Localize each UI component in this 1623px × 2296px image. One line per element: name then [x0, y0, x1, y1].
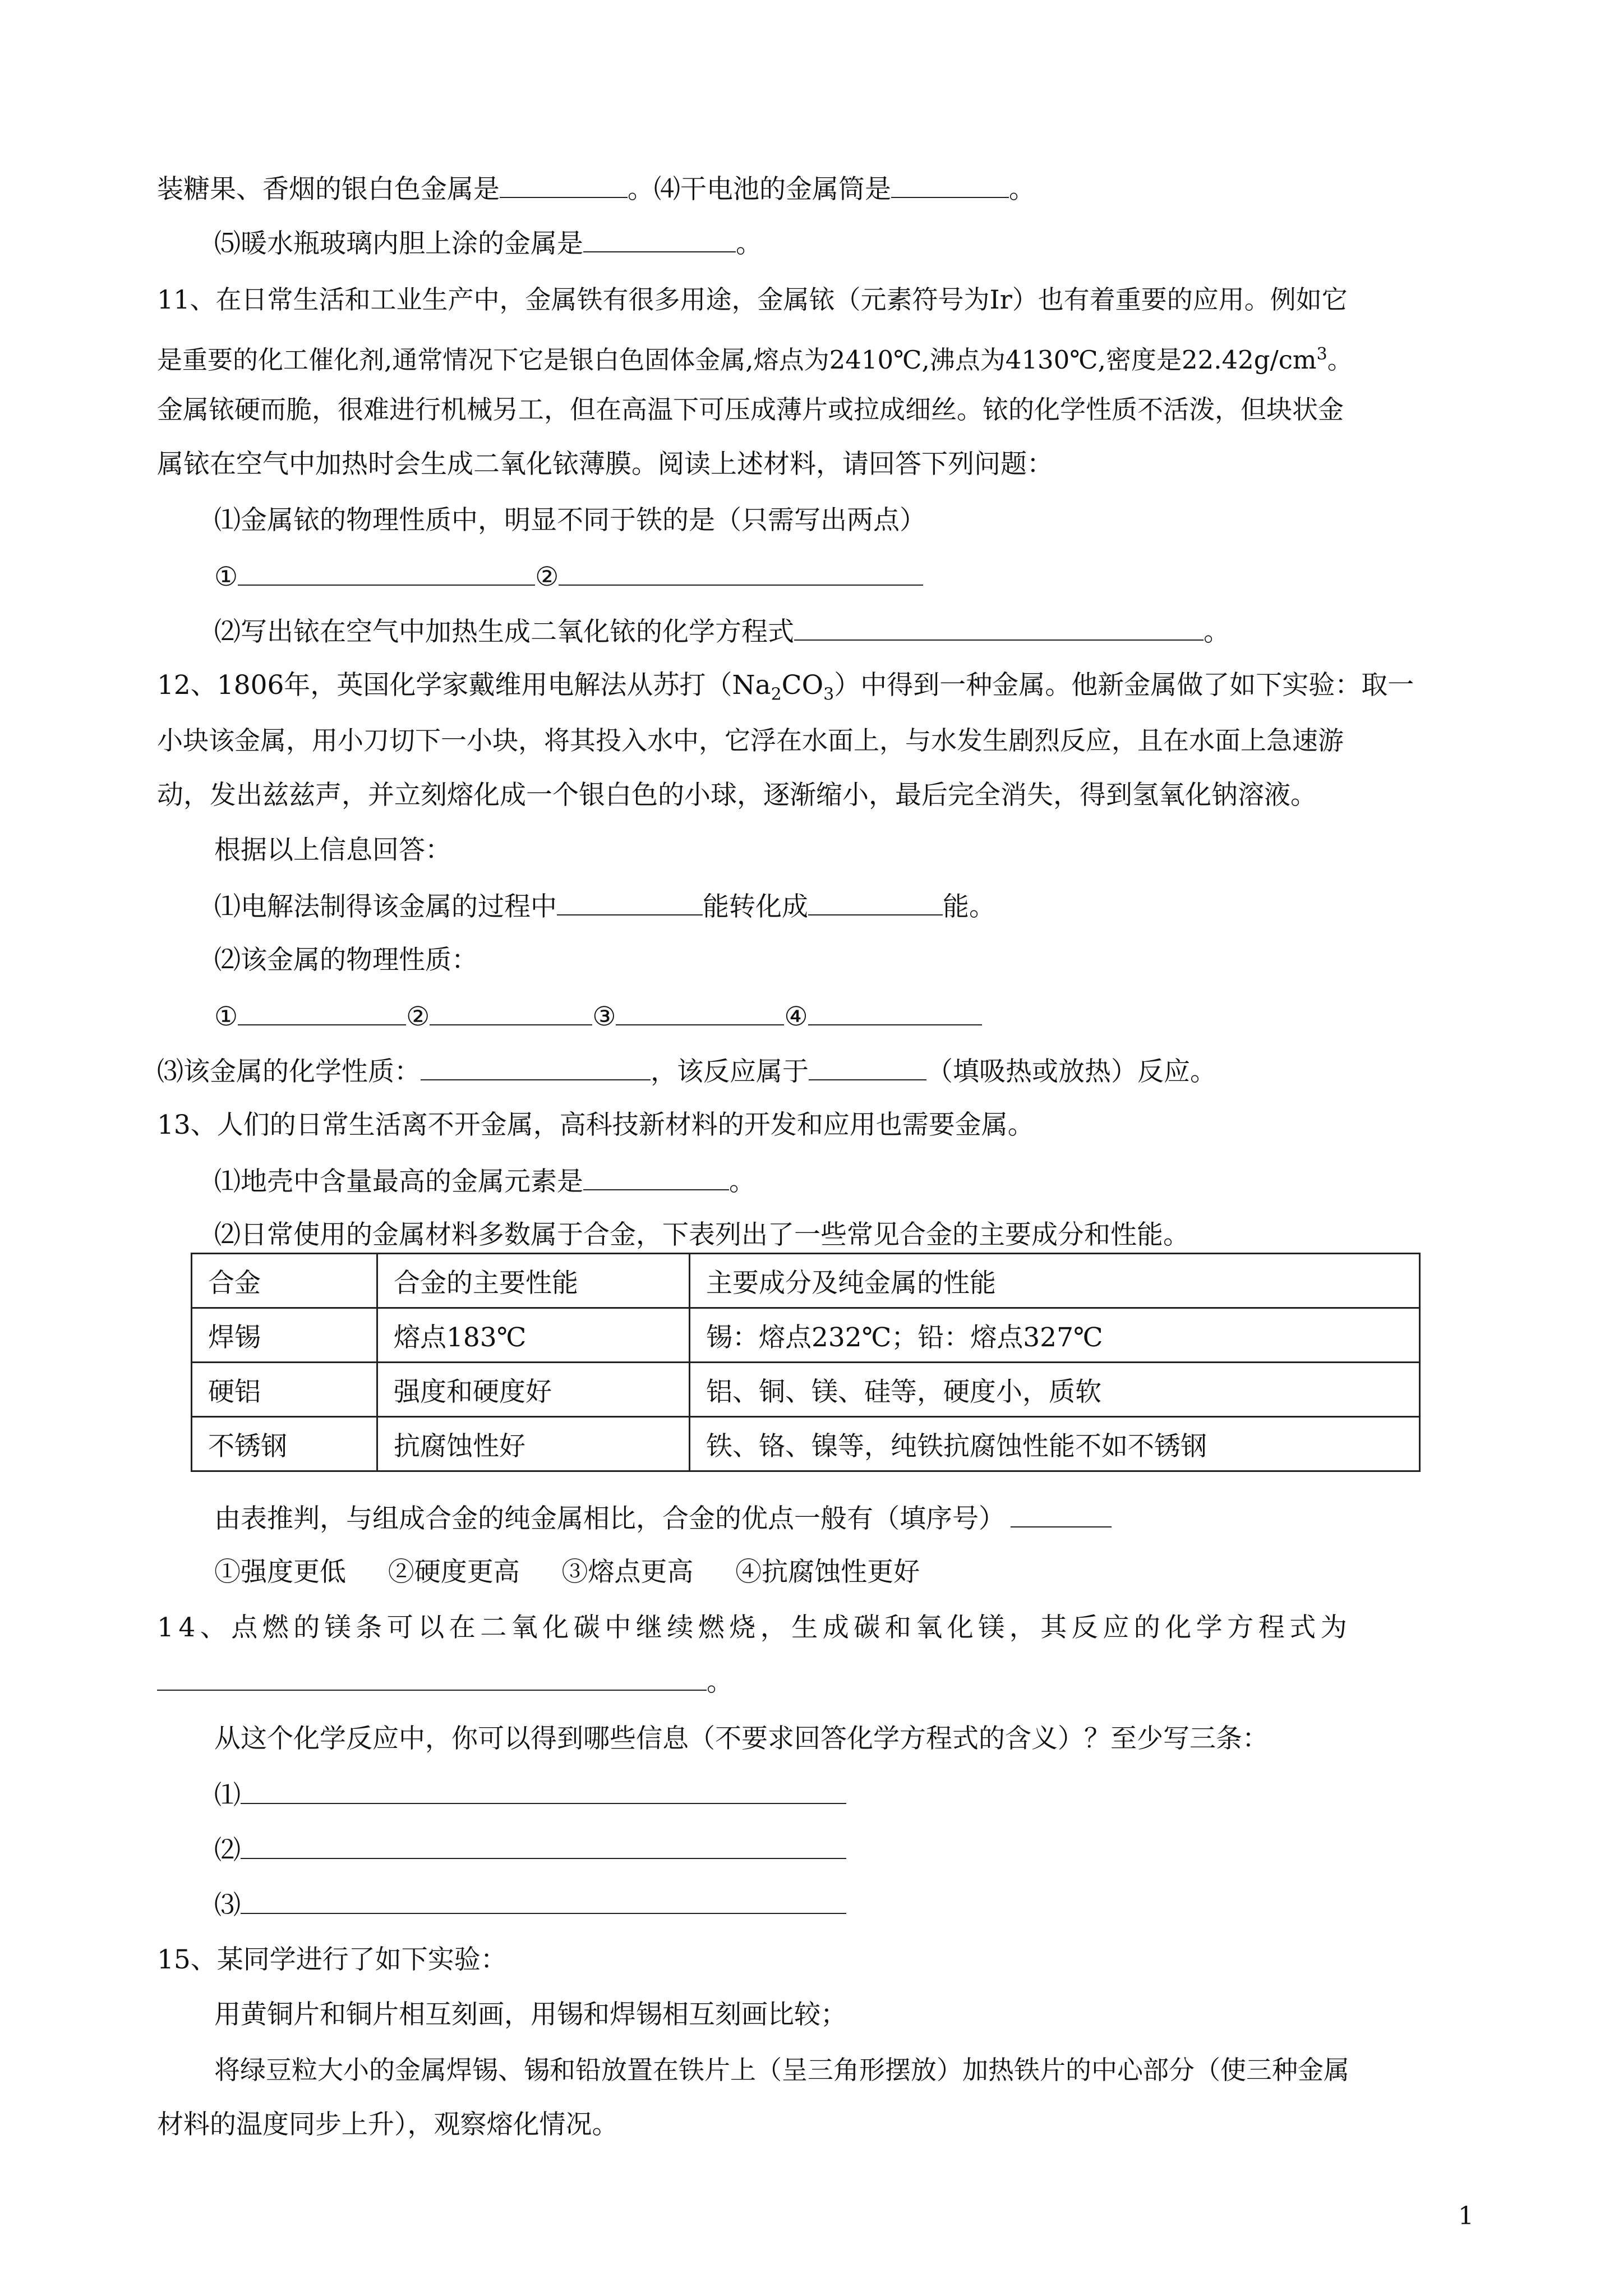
- text: ③: [592, 1001, 616, 1032]
- q14-answer-1: [214, 1777, 846, 1812]
- text: 。: [1009, 174, 1035, 205]
- table-cell: 不锈钢: [192, 1417, 377, 1471]
- text: ⑶该金属的化学性质：: [157, 1056, 421, 1087]
- table-cell: 强度和硬度好: [377, 1363, 690, 1417]
- superscript: 3: [1316, 344, 1327, 364]
- text: ⑴地壳中含量最高的金属元素是: [214, 1166, 583, 1197]
- text: 能转化成: [703, 891, 808, 922]
- q13-question-2: ⑵日常使用的金属材料多数属于合金，下表列出了一些常见合金的主要成分和性能。: [214, 1220, 1189, 1250]
- answer-blank[interactable]: [583, 226, 736, 252]
- q11-answer-line-1: [214, 559, 923, 594]
- text: 12、1806年，英国化学家戴维用电解法从苏打（Na: [157, 670, 771, 701]
- text: ①: [214, 562, 238, 592]
- answer-blank[interactable]: [616, 999, 784, 1025]
- table-cell: 铁、铬、镍等，纯铁抗腐蚀性能不如不锈钢: [690, 1417, 1420, 1471]
- subscript: 2: [771, 684, 782, 705]
- text: 。: [707, 1667, 733, 1697]
- text: ⑵: [214, 1835, 241, 1866]
- q14-line-1: 14、点燃的镁条可以在二氧化碳中继续燃烧，生成碳和氧化镁，其反应的化学方程式为: [157, 1612, 1352, 1643]
- q10-line-4: [214, 226, 762, 261]
- text: （填吸热或放热）反应。: [926, 1056, 1216, 1087]
- table-cell: 硬铝: [192, 1363, 377, 1417]
- q15-line-2: 用黄铜片和铜片相互刻画，用锡和焊锡相互刻画比较；: [214, 1999, 847, 2030]
- q10-line-3: [157, 171, 1035, 206]
- q11-line-3: 金属铱硬而脆，很难进行机械另工，但在高温下可压成薄片或拉成细丝。铱的化学性质不活泼，但块状金: [157, 394, 1344, 425]
- text: 。: [729, 1166, 755, 1197]
- subscript: 3: [823, 684, 834, 705]
- text: 装糖果、香烟的银白色金属是: [157, 174, 500, 205]
- q13-options: ①强度更低 ②硬度更高 ③熔点更高 ④抗腐蚀性更好: [214, 1557, 920, 1588]
- answer-blank[interactable]: [157, 1664, 707, 1691]
- q12-prompt: 根据以上信息回答：: [214, 835, 451, 866]
- q11-question-2: [214, 614, 1230, 649]
- answer-blank[interactable]: [241, 1832, 846, 1859]
- table-header-cell: 主要成分及纯金属的性能: [690, 1254, 1420, 1308]
- text: 。: [1327, 345, 1353, 375]
- text: 由表推判，与组成合金的纯金属相比，合金的优点一般有（填序号）: [214, 1503, 1005, 1534]
- answer-blank[interactable]: [808, 999, 982, 1025]
- text: 。: [1204, 616, 1230, 647]
- text: ⑶: [214, 1890, 241, 1921]
- page-number: 1: [1458, 2202, 1474, 2230]
- q15-line-3: 将绿豆粒大小的金属焊锡、锡和铅放置在铁片上（呈三角形摆放）加热铁片的中心部分（使三种金属: [214, 2055, 1349, 2085]
- q12-line-1: [157, 669, 1414, 711]
- table-row: [192, 1417, 1420, 1471]
- answer-blank[interactable]: [808, 889, 943, 915]
- text: ②: [406, 1001, 430, 1032]
- answer-blank[interactable]: [430, 999, 592, 1025]
- q11-question-1: ⑴金属铱的物理性质中，明显不同于铁的是（只需写出两点）: [214, 505, 926, 536]
- text: ⑸暖水瓶玻璃内胆上涂的金属是: [214, 228, 583, 259]
- answer-blank[interactable]: [1011, 1501, 1112, 1527]
- q12-line-3: 动，发出兹兹声，并立刻熔化成一个银白色的小球，逐渐缩小，最后完全消失，得到氢氧化钠溶液。: [157, 780, 1317, 811]
- table-cell: 锡：熔点232℃；铅：熔点327℃: [690, 1308, 1420, 1363]
- answer-blank[interactable]: [559, 559, 923, 586]
- q14-line-2: [157, 1664, 733, 1699]
- q12-question-3: [157, 1053, 1216, 1089]
- text: 能。: [943, 891, 995, 922]
- text: 是重要的化工催化剂,通常情况下它是银白色固体金属,熔点为2410℃,沸点为4130℃,密度是22.42g/cm: [157, 345, 1317, 375]
- alloy-table: [191, 1253, 1421, 1472]
- table-cell: 抗腐蚀性好: [377, 1417, 690, 1471]
- q14-answer-3: [214, 1887, 846, 1922]
- text: 。: [736, 228, 762, 259]
- table-header-cell: 合金的主要性能: [377, 1254, 690, 1308]
- text: ⑵写出铱在空气中加热生成二氧化铱的化学方程式: [214, 616, 794, 647]
- text: ）中得到一种金属。他新金属做了如下实验：取一: [834, 670, 1414, 701]
- answer-blank[interactable]: [891, 171, 1009, 198]
- q14-prompt: 从这个化学反应中，你可以得到哪些信息（不要求回答化学方程式的含义）？至少写三条：: [214, 1723, 1269, 1754]
- q11-line-4: 属铱在空气中加热时会生成二氧化铱薄膜。阅读上述材料，请回答下列问题：: [157, 449, 1053, 480]
- answer-blank[interactable]: [241, 1777, 846, 1804]
- q12-question-1: [214, 889, 995, 924]
- q12-question-2: ⑵该金属的物理性质：: [214, 945, 478, 976]
- q15-line-4: 材料的温度同步上升），观察熔化情况。: [157, 2109, 619, 2140]
- text: ⑴: [214, 1780, 241, 1811]
- text: 。⑷干电池的金属筒是: [628, 174, 891, 205]
- text: ②: [535, 562, 559, 592]
- q12-line-2: 小块该金属，用小刀切下一小块，将其投入水中，它浮在水面上，与水发生剧烈反应，且在水面上急速游: [157, 725, 1344, 756]
- answer-blank[interactable]: [583, 1163, 729, 1190]
- answer-blank[interactable]: [241, 1887, 846, 1914]
- answer-blank[interactable]: [809, 1053, 926, 1080]
- q11-line-1: 11、在日常生活和工业生产中，金属铁有很多用途，金属铱（元素符号为Ir）也有着重要的应用。例如它: [157, 284, 1348, 315]
- table-row: [192, 1363, 1420, 1417]
- table-cell: 铝、铜、镁、硅等，硬度小，质软: [690, 1363, 1420, 1417]
- table-header-row: [192, 1254, 1420, 1308]
- text: ⑴电解法制得该金属的过程中: [214, 891, 557, 922]
- q15-line-1: 15、某同学进行了如下实验：: [157, 1944, 507, 1975]
- text: ，该反应属于: [651, 1056, 809, 1087]
- table-header-cell: 合金: [192, 1254, 377, 1308]
- answer-blank[interactable]: [794, 614, 1204, 641]
- q11-line-2: [157, 338, 1353, 377]
- q14-answer-2: [214, 1832, 846, 1867]
- answer-blank[interactable]: [421, 1053, 651, 1080]
- q12-answer-line-2: [214, 999, 982, 1034]
- q13-line-1: 13、人们的日常生活离不开金属，高科技新材料的开发和应用也需要金属。: [157, 1110, 1034, 1140]
- q13-inference: [214, 1501, 1112, 1536]
- answer-blank[interactable]: [557, 889, 703, 915]
- text: ④: [784, 1001, 808, 1032]
- answer-blank[interactable]: [238, 559, 535, 586]
- table-cell: 熔点183℃: [377, 1308, 690, 1363]
- text: ①: [214, 1001, 238, 1032]
- table-row: [192, 1308, 1420, 1363]
- answer-blank[interactable]: [238, 999, 406, 1025]
- q13-question-1: [214, 1163, 755, 1199]
- answer-blank[interactable]: [500, 171, 628, 198]
- text: CO: [781, 670, 824, 701]
- table-cell: 焊锡: [192, 1308, 377, 1363]
